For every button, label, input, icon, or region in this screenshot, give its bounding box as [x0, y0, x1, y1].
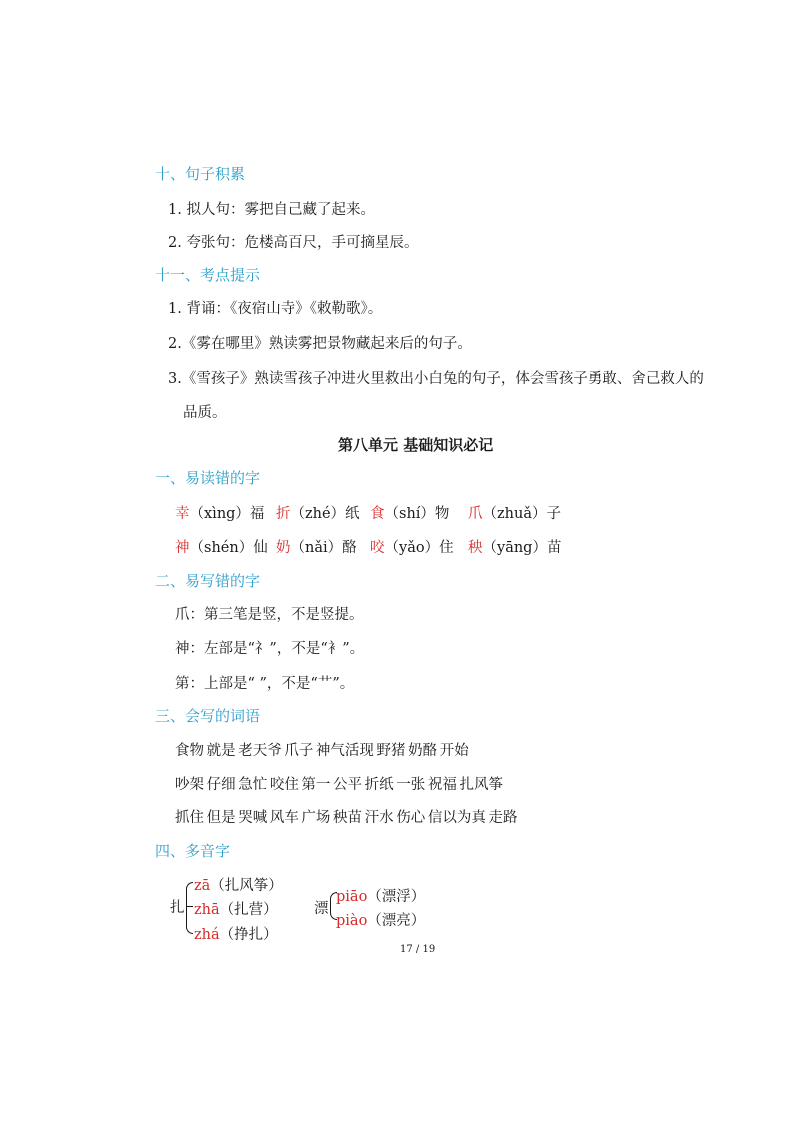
- polyphone-reading: zhā（扎营）: [194, 902, 278, 918]
- page-number: 17 / 19: [400, 944, 436, 955]
- misread-char: 幸: [175, 506, 190, 522]
- misread-item: 奶（nǎi）酪: [276, 540, 357, 556]
- polyphone-heading: 四、多音字: [155, 842, 231, 860]
- exam-tip-3-continued: 品质。: [183, 405, 227, 421]
- vocabulary-line-3: 抓住 但是 哭喊 风车 广场 秧苗 汗水 伤心 信以为真 走路: [175, 810, 518, 826]
- polyphone-reading: piāo（漂浮）: [336, 889, 426, 905]
- misread-char: 食: [370, 506, 385, 522]
- unit-title: 第八单元 基础知识必记: [338, 436, 494, 454]
- vocabulary-line-2: 吵架 仔细 急忙 咬住 第一 公平 折纸 一张 祝福 扎风筝: [175, 777, 503, 793]
- misread-item: 咬（yǎo）住: [370, 540, 454, 556]
- polyphone-reading: zā（扎风筝）: [194, 878, 283, 894]
- exam-tip-3: 3.《雪孩子》熟读雪孩子冲进火里救出小白兔的句子，体会雪孩子勇敢、舍己救人的: [168, 371, 704, 387]
- vocabulary-line-1: 食物 就是 老天爷 爪子 神气活现 野猪 奶酪 开始: [175, 743, 469, 759]
- polyphone-reading: zhá（挣扎）: [194, 927, 278, 943]
- easy-misread-heading: 一、易读错的字: [155, 469, 261, 487]
- misread-item: 幸（xìng）福: [175, 506, 265, 522]
- misread-item: 爪（zhuǎ）子: [468, 506, 561, 522]
- miswrite-note-3: 第：上部是“ ”，不是“艹”。: [175, 676, 355, 692]
- misread-item: 秧（yāng）苗: [468, 540, 562, 556]
- brace-icon: [186, 882, 193, 934]
- sentence-item-1: 1. 拟人句：雾把自己藏了起来。: [168, 202, 375, 218]
- polyphone-char-piao: 漂: [314, 901, 329, 917]
- misread-item: 折（zhé）纸: [276, 506, 360, 522]
- misread-item: 神（shén）仙: [175, 540, 268, 556]
- vocabulary-heading: 三、会写的词语: [155, 707, 261, 725]
- misread-char: 奶: [276, 540, 291, 556]
- misread-item: 食（shí）物: [370, 506, 450, 522]
- easy-miswrite-heading: 二、易写错的字: [155, 572, 261, 590]
- sentence-item-2: 2. 夸张句：危楼高百尺，手可摘星辰。: [168, 235, 419, 251]
- misread-char: 秧: [468, 540, 483, 556]
- misread-char: 折: [276, 506, 291, 522]
- miswrite-note-2: 神：左部是“礻”，不是“衤”。: [175, 641, 365, 657]
- polyphone-char-zha: 扎: [170, 900, 185, 916]
- misread-char: 咬: [370, 540, 385, 556]
- exam-tip-1: 1. 背诵：《夜宿山寺》《敕勒歌》。: [168, 301, 383, 317]
- section-10-heading: 十、句子积累: [155, 165, 246, 183]
- misread-char: 爪: [468, 506, 483, 522]
- misread-char: 神: [175, 540, 190, 556]
- polyphone-reading: piào（漂亮）: [336, 913, 426, 929]
- miswrite-note-1: 爪：第三笔是竖，不是竖提。: [175, 607, 364, 623]
- brace-icon: [186, 906, 193, 907]
- exam-tip-2: 2.《雾在哪里》熟读雾把景物藏起来后的句子。: [168, 336, 472, 352]
- section-11-heading: 十一、考点提示: [155, 266, 261, 284]
